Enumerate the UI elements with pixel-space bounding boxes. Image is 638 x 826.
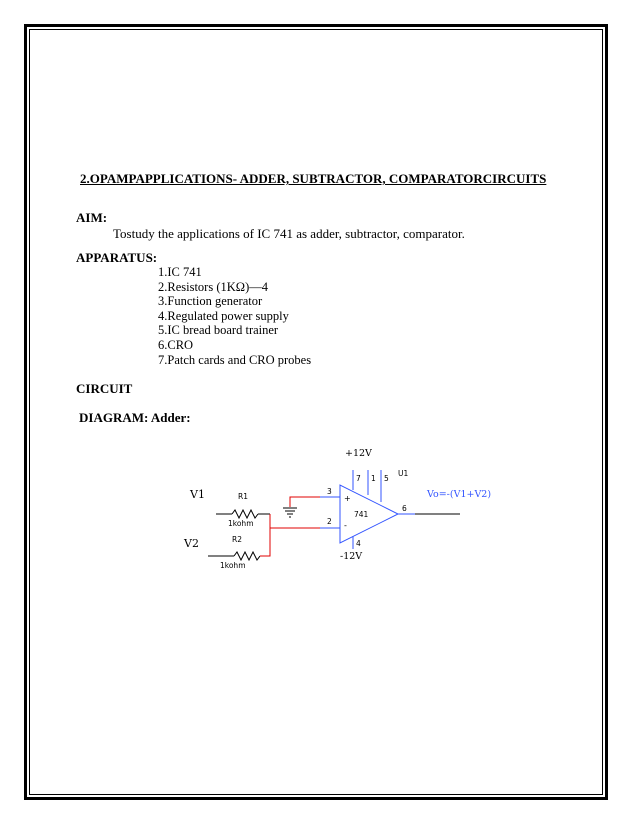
summing-wire-r2 bbox=[260, 528, 270, 556]
opamp-ref-label: U1 bbox=[398, 469, 409, 478]
apparatus-heading: APPARATUS: bbox=[76, 250, 158, 265]
pin5-label: 5 bbox=[384, 474, 389, 483]
adder-circuit-diagram bbox=[170, 440, 490, 590]
summing-wire-r1 bbox=[270, 514, 320, 528]
apparatus-item: 5.IC bread board trainer bbox=[158, 323, 279, 338]
apparatus-item: 3.Function generator bbox=[158, 294, 263, 309]
output-equation: Vo=-(V1+V2) bbox=[427, 489, 492, 500]
vplus-label: +12V bbox=[345, 448, 372, 459]
r1-label: R1 bbox=[238, 492, 248, 501]
v2-label: V2 bbox=[184, 537, 199, 550]
ground-wire bbox=[290, 497, 320, 507]
inverting-sign: - bbox=[344, 521, 347, 530]
apparatus-item: 4.Regulated power supply bbox=[158, 308, 289, 323]
opamp-part-label: 741 bbox=[354, 510, 369, 519]
aim-text: Tostudy the applications of IC 741 as adder, subtractor, comparator. bbox=[113, 226, 465, 241]
apparatus-item: 6.CRO bbox=[158, 337, 194, 352]
r2-value: 1kohm bbox=[220, 561, 246, 570]
r1-resistor bbox=[232, 510, 258, 518]
r2-resistor bbox=[234, 552, 260, 560]
apparatus-list bbox=[158, 265, 311, 367]
page-title: 2.OPAMPAPPLICATIONS- ADDER, SUBTRACTOR, COMPARATORCIRCUITS bbox=[80, 171, 547, 186]
aim-heading: AIM: bbox=[76, 210, 108, 225]
pin7-label: 7 bbox=[356, 474, 361, 483]
v1-label: V1 bbox=[190, 488, 205, 501]
apparatus-item: 1.IC 741 bbox=[158, 265, 202, 279]
r1-value: 1kohm bbox=[228, 519, 254, 528]
pin3-label: 3 bbox=[327, 487, 332, 496]
vminus-label: -12V bbox=[340, 551, 363, 562]
circuit-heading: CIRCUIT bbox=[76, 381, 133, 396]
apparatus-item: 7.Patch cards and CRO probes bbox=[158, 352, 312, 367]
apparatus-item: 2.Resistors (1KΩ)—4 bbox=[158, 279, 268, 294]
diagram-heading: DIAGRAM: Adder: bbox=[79, 410, 191, 425]
noninverting-sign: + bbox=[344, 494, 351, 503]
pin6-label: 6 bbox=[402, 504, 407, 513]
pin4-label: 4 bbox=[356, 539, 361, 548]
r2-label: R2 bbox=[232, 535, 242, 544]
pin2-label: 2 bbox=[327, 517, 332, 526]
pin1-label: 1 bbox=[371, 474, 376, 483]
